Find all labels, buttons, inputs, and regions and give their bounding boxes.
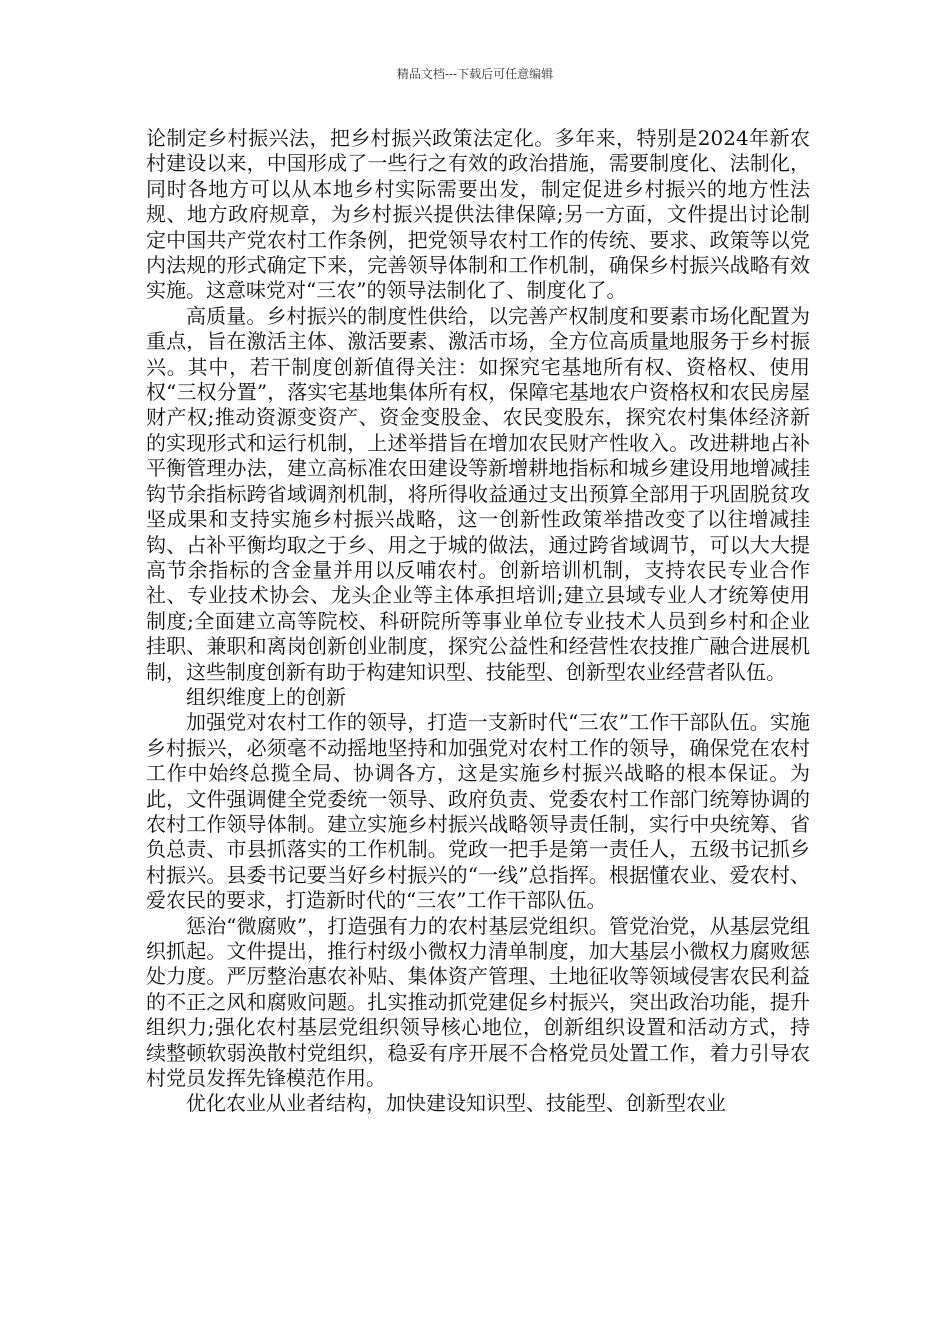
paragraph-micro-corruption: 惩治“微腐败”，打造强有力的农村基层党组织。管党治党，从基层党组织抓起。文件提出，推行村级小微权力清单制度，加大基层小微权力腐败惩处力度。严厉整治惠农补贴、集体资产管理、土地征收等领域侵害农民利益的不正之风和腐败问题。扎实推动抓党建促乡村振兴，突出政治功能，提升组织力;强化农村基层党组织领导核心地位，创新组织设置和活动方式，持续整顿软弱涣散村党组织，稳妥有序开展不合格党员处置工作，着力引导农村党员发挥先锋模范作用。 — [146, 913, 810, 1091]
section-heading-organization: 组织维度上的创新 — [186, 684, 346, 709]
paragraph-workforce-structure: 优化农业从业者结构，加快建设知识型、技能型、创新型农业 — [186, 1091, 726, 1116]
page-header: 精品文档---下载后可任意编辑 — [396, 67, 554, 81]
paragraph-high-quality: 高质量。乡村振兴的制度性供给，以完善产权制度和要素市场化配置为重点，旨在激活主体、激活要素、激活市场，全方位高质量地服务于乡村振兴。其中，若干制度创新值得关注：如探究宅基地所有权、资格权、使用权“三权分置”，落实宅基地集体所有权，保障宅基地农户资格权和农民房屋财产权;推动资源变资产、资金变股金、农民变股东，探究农村集体经济新的实现形式和运行机制，上述举措旨在增加农民财产性收入。改进耕地占补平衡管理办法，建立高标准农田建设等新增耕地指标和城乡建设用地增减挂钩节余指标跨省域调剂机制，将所得收益通过支出预算全部用于巩固脱贫攻坚成果和支持实施乡村振兴战略，这一创新性政策举措改变了以往增减挂钩、占补平衡均取之于乡、用之于城的做法，通过跨省域调节，可以大大提高节余指标的含金量并用以反哺农村。创新培训机制，支持农民专业合作社、专业技术协会、龙头企业等主体承担培训;建立县域专业人才统筹使用制度;全面建立高等院校、科研院所等事业单位专业技术人员到乡村和企业挂职、兼职和离岗创新创业制度，探究公益性和经营性农技推广融合进展机制，这些制度创新有助于构建知识型、技能型、创新型农业经营者队伍。 — [146, 303, 810, 684]
document-body — [146, 126, 810, 1117]
paragraph-legalization-continued: 论制定乡村振兴法，把乡村振兴政策法定化。多年来，特别是2024年新农村建设以来，中国形成了一些行之有效的政治措施，需要制度化、法制化，同时各地方可以从本地乡村实际需要出发，制定促进乡村振兴的地方性法规、地方政府规章，为乡村振兴提供法律保障;另一方面，文件提出讨论制定中国共产党农村工作条例，把党领导农村工作的传统、要求、政策等以党内法规的形式确定下来，完善领导体制和工作机制，确保乡村振兴战略有效实施。这意味党对“三农”的领导法制化了、制度化了。 — [146, 126, 810, 303]
paragraph-party-leadership: 加强党对农村工作的领导，打造一支新时代“三农”工作干部队伍。实施乡村振兴，必须毫不动摇地坚持和加强党对农村工作的领导，确保党在农村工作中始终总揽全局、协调各方，这是实施乡村振兴战略的根本保证。为此，文件强调健全党委统一领导、政府负责、党委农村工作部门统筹协调的农村工作领导体制。建立实施乡村振兴战略领导责任制，实行中央统筹、省负总责、市县抓落实的工作机制。党政一把手是第一责任人，五级书记抓乡村振兴。县委书记要当好乡村振兴的“一线”总指挥。根据懂农业、爱农村、爱农民的要求，打造新时代的“三农”工作干部队伍。 — [146, 710, 810, 913]
